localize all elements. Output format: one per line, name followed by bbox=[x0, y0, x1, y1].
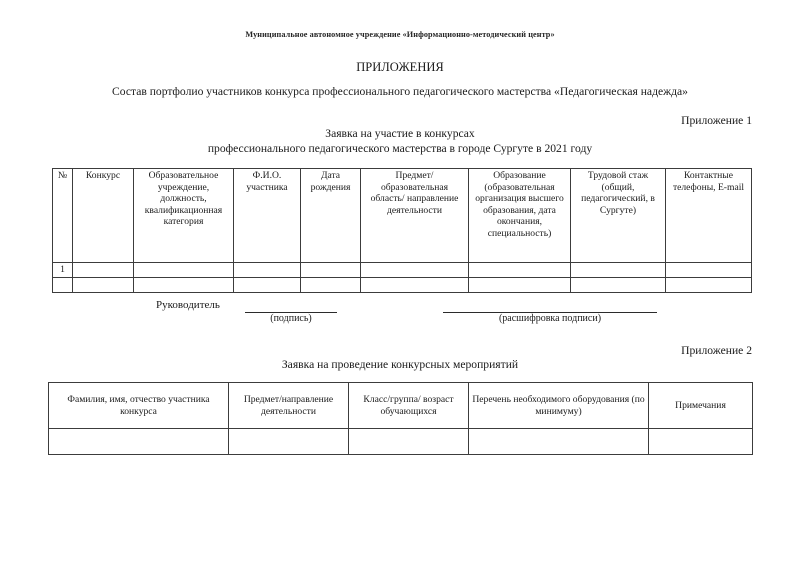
appendix-1-subtitle-line-2: профессионального педагогического мастерства в городе Сургуте в 2021 году bbox=[207, 142, 593, 155]
appendix-2-subtitle-line-1: Заявка на проведение конкурсных мероприятий bbox=[281, 358, 519, 371]
table-header-row bbox=[49, 383, 753, 429]
signature-role-label: Руководитель bbox=[156, 299, 220, 311]
cell-work-record[interactable] bbox=[571, 263, 666, 278]
cell-contacts[interactable] bbox=[666, 278, 752, 293]
cell-education[interactable] bbox=[469, 278, 571, 293]
events-application-table bbox=[48, 382, 753, 455]
column-header-participant-name: Фамилия, имя, отчество участника конкурса bbox=[49, 383, 229, 429]
cell-number[interactable] bbox=[53, 278, 73, 293]
appendix-1-subtitle bbox=[0, 126, 800, 156]
cell-equipment-list[interactable] bbox=[469, 429, 649, 455]
table-header-row bbox=[53, 169, 752, 263]
appendix-2-label: Приложение 2 bbox=[681, 344, 752, 357]
column-header-equipment-list: Перечень необходимого оборудования (по минимуму) bbox=[469, 383, 649, 429]
column-header-subject-area: Предмет/ образовательная область/ направление деятельности bbox=[361, 169, 469, 263]
cell-subject-area[interactable] bbox=[361, 263, 469, 278]
cell-institution[interactable] bbox=[134, 278, 234, 293]
cell-subject-direction[interactable] bbox=[229, 429, 349, 455]
organization-header: Муниципальное автономное учреждение «Информационно-методический центр» bbox=[245, 30, 555, 39]
cell-participant-name[interactable] bbox=[49, 429, 229, 455]
signature-caption: (подпись) bbox=[270, 313, 312, 324]
column-header-contest: Конкурс bbox=[73, 169, 134, 263]
cell-education[interactable] bbox=[469, 263, 571, 278]
cell-contest[interactable] bbox=[73, 278, 134, 293]
cell-full-name[interactable] bbox=[234, 278, 301, 293]
cell-birth-date[interactable] bbox=[301, 263, 361, 278]
column-header-number: № bbox=[53, 169, 73, 263]
column-header-full-name: Ф.И.О. участника bbox=[234, 169, 301, 263]
appendix-2-subtitle bbox=[0, 357, 800, 372]
cell-birth-date[interactable] bbox=[301, 278, 361, 293]
cell-contest[interactable] bbox=[73, 263, 134, 278]
cell-institution[interactable] bbox=[134, 263, 234, 278]
table-row[interactable] bbox=[53, 263, 752, 278]
signature-block bbox=[0, 299, 800, 329]
column-header-contacts: Контактные телефоны, E-mail bbox=[666, 169, 752, 263]
column-header-institution: Образовательное учреждение, должность, квалификационная категория bbox=[134, 169, 234, 263]
column-header-subject-direction: Предмет/направление деятельности bbox=[229, 383, 349, 429]
participants-application-table bbox=[52, 168, 752, 293]
column-header-work-record: Трудовой стаж (общий, педагогический, в Сургуте) bbox=[571, 169, 666, 263]
column-header-birth-date: Дата рождения bbox=[301, 169, 361, 263]
table-row[interactable] bbox=[53, 278, 752, 293]
column-header-notes: Примечания bbox=[649, 383, 753, 429]
appendix-1-label: Приложение 1 bbox=[681, 114, 752, 127]
cell-work-record[interactable] bbox=[571, 278, 666, 293]
appendix-1-subtitle-line-1: Заявка на участие в конкурсах bbox=[325, 127, 475, 140]
cell-class-group-age[interactable] bbox=[349, 429, 469, 455]
cell-subject-area[interactable] bbox=[361, 278, 469, 293]
column-header-education: Образование (образовательная организация высшего образования, дата окончания, специальность) bbox=[469, 169, 571, 263]
page-title: ПРИЛОЖЕНИЯ bbox=[356, 60, 444, 74]
signature-transcript-caption: (расшифровка подписи) bbox=[498, 313, 602, 324]
cell-notes[interactable] bbox=[649, 429, 753, 455]
cell-full-name[interactable] bbox=[234, 263, 301, 278]
cell-number[interactable]: 1 bbox=[53, 263, 73, 278]
cell-contacts[interactable] bbox=[666, 263, 752, 278]
portfolio-composition-line: Состав портфолио участников конкурса профессионального педагогического мастерства «Педагогическая надежда» bbox=[112, 85, 688, 98]
column-header-class-group-age: Класс/группа/ возраст обучающихся bbox=[349, 383, 469, 429]
table-row[interactable] bbox=[49, 429, 753, 455]
